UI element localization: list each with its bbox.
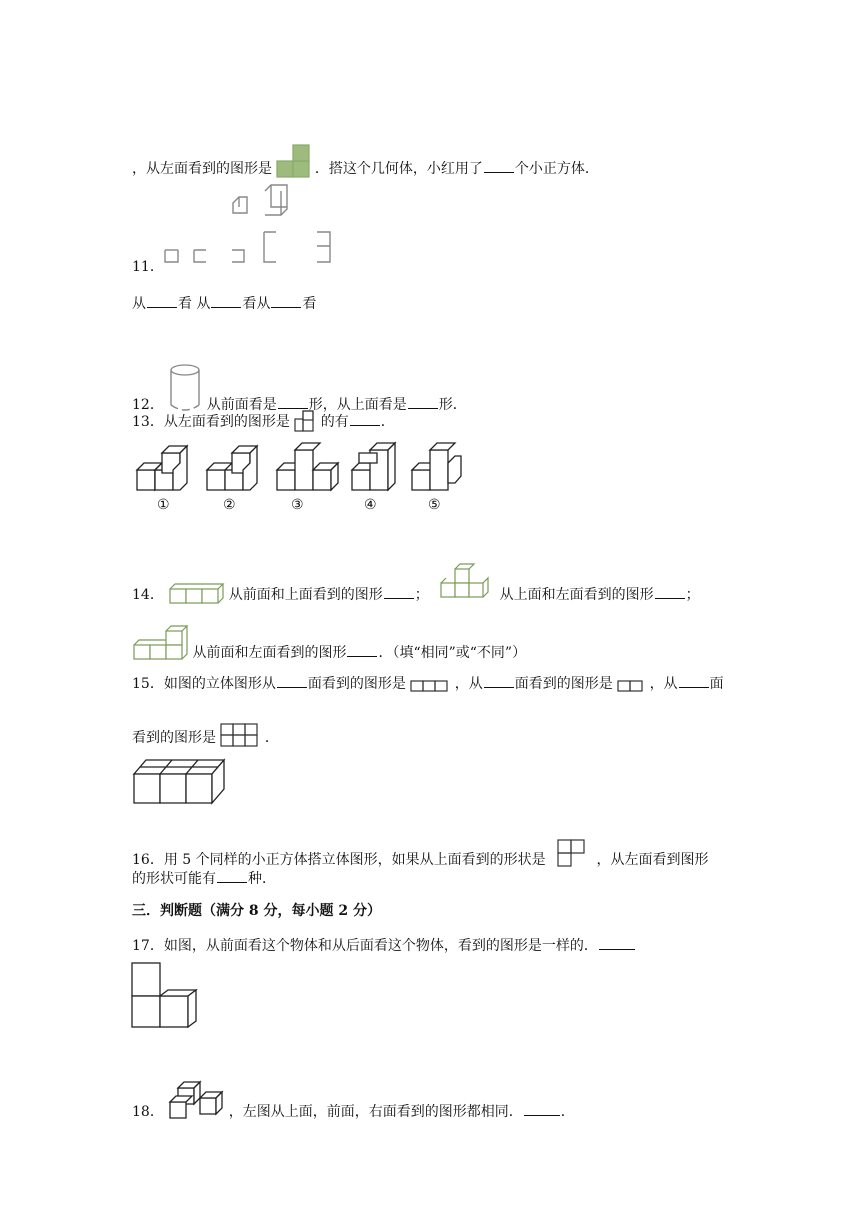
q12-line: 12． 从前面看是 形，从上面看是 形． <box>132 363 467 415</box>
answer-blank[interactable] <box>679 673 709 688</box>
view-shape-three-squares <box>410 678 450 694</box>
left-view-figure <box>276 143 310 179</box>
solid-5 <box>412 443 461 490</box>
solid-3 <box>277 443 338 490</box>
q14-line-2: 从前面和左面看到的图形 ．（填“相同”或“不同”） <box>132 625 526 663</box>
answer-blank[interactable] <box>147 293 177 308</box>
answer-blank[interactable] <box>384 584 414 599</box>
answer-blank[interactable] <box>278 394 308 409</box>
q15-solid-figure <box>132 756 228 806</box>
q11-answer-line: 从 看 从 看从 看 <box>132 293 316 314</box>
q15-line-2: 看到的图形是 ． <box>132 722 279 748</box>
answer-blank[interactable] <box>408 394 438 409</box>
cylinder-figure <box>168 363 202 415</box>
answer-blank[interactable] <box>484 673 514 688</box>
q17-solid-figure <box>131 962 201 1030</box>
answer-blank[interactable] <box>599 935 635 950</box>
answer-blank[interactable] <box>271 293 301 308</box>
green-cubes-figure-b <box>439 561 495 605</box>
q13-line: 13．从左面看到的图形是 的有 ． <box>132 410 395 432</box>
answer-blank[interactable] <box>655 584 685 599</box>
section-3-title: 三．判断题（满分 8 分，每小题 2 分） <box>132 903 381 919</box>
solid-4 <box>352 443 395 490</box>
q11-view-sketches <box>162 230 342 266</box>
q11-number: 11． <box>132 259 164 275</box>
q18-line: 18． ，左图从上面，前面，右面看到的图形都相同． ． <box>132 1072 575 1122</box>
answer-blank[interactable] <box>347 642 377 657</box>
q18-solid-figure <box>168 1072 224 1122</box>
left-view-shape-icon <box>294 410 316 432</box>
solid-2 <box>207 446 257 490</box>
q11-cube-sketch-top <box>225 183 295 225</box>
q14-line-1: 14． 从前面和上面看到的图形 ； 从上面和左面看到的图形 ； <box>132 561 700 605</box>
view-shape-two-squares <box>617 678 645 694</box>
view-shape-six-squares <box>220 722 260 748</box>
q15-line-1: 15．如图的立体图形从 面看到的图形是 ，从 面看到的图形是 ，从 面 <box>132 673 724 694</box>
answer-blank[interactable] <box>350 411 380 426</box>
top-view-shape <box>556 838 586 870</box>
q10-line: ，从左面看到的图形是 ．搭这个几何体，小红用了 个小正方体． <box>132 143 599 179</box>
green-cubes-figure-c <box>132 625 188 663</box>
answer-blank[interactable] <box>211 293 241 308</box>
q13-labels: ① ② ③ ④ ⑤ <box>157 497 441 513</box>
answer-blank[interactable] <box>217 868 247 883</box>
answer-blank[interactable] <box>524 1101 560 1116</box>
q17-line: 17．如图，从前面看这个物体和从后面看这个物体，看到的图形是一样的． <box>132 935 636 956</box>
solid-1 <box>137 446 187 490</box>
q16-line-2: 的形状可能有 种． <box>132 868 276 889</box>
answer-blank[interactable] <box>277 673 307 688</box>
green-cubes-figure-a <box>168 583 224 605</box>
answer-blank[interactable] <box>484 158 514 173</box>
q16-line-1: 16．用 5 个同样的小正方体搭立体图形，如果从上面看到的形状是 ，从左面看到图形 <box>132 838 709 870</box>
